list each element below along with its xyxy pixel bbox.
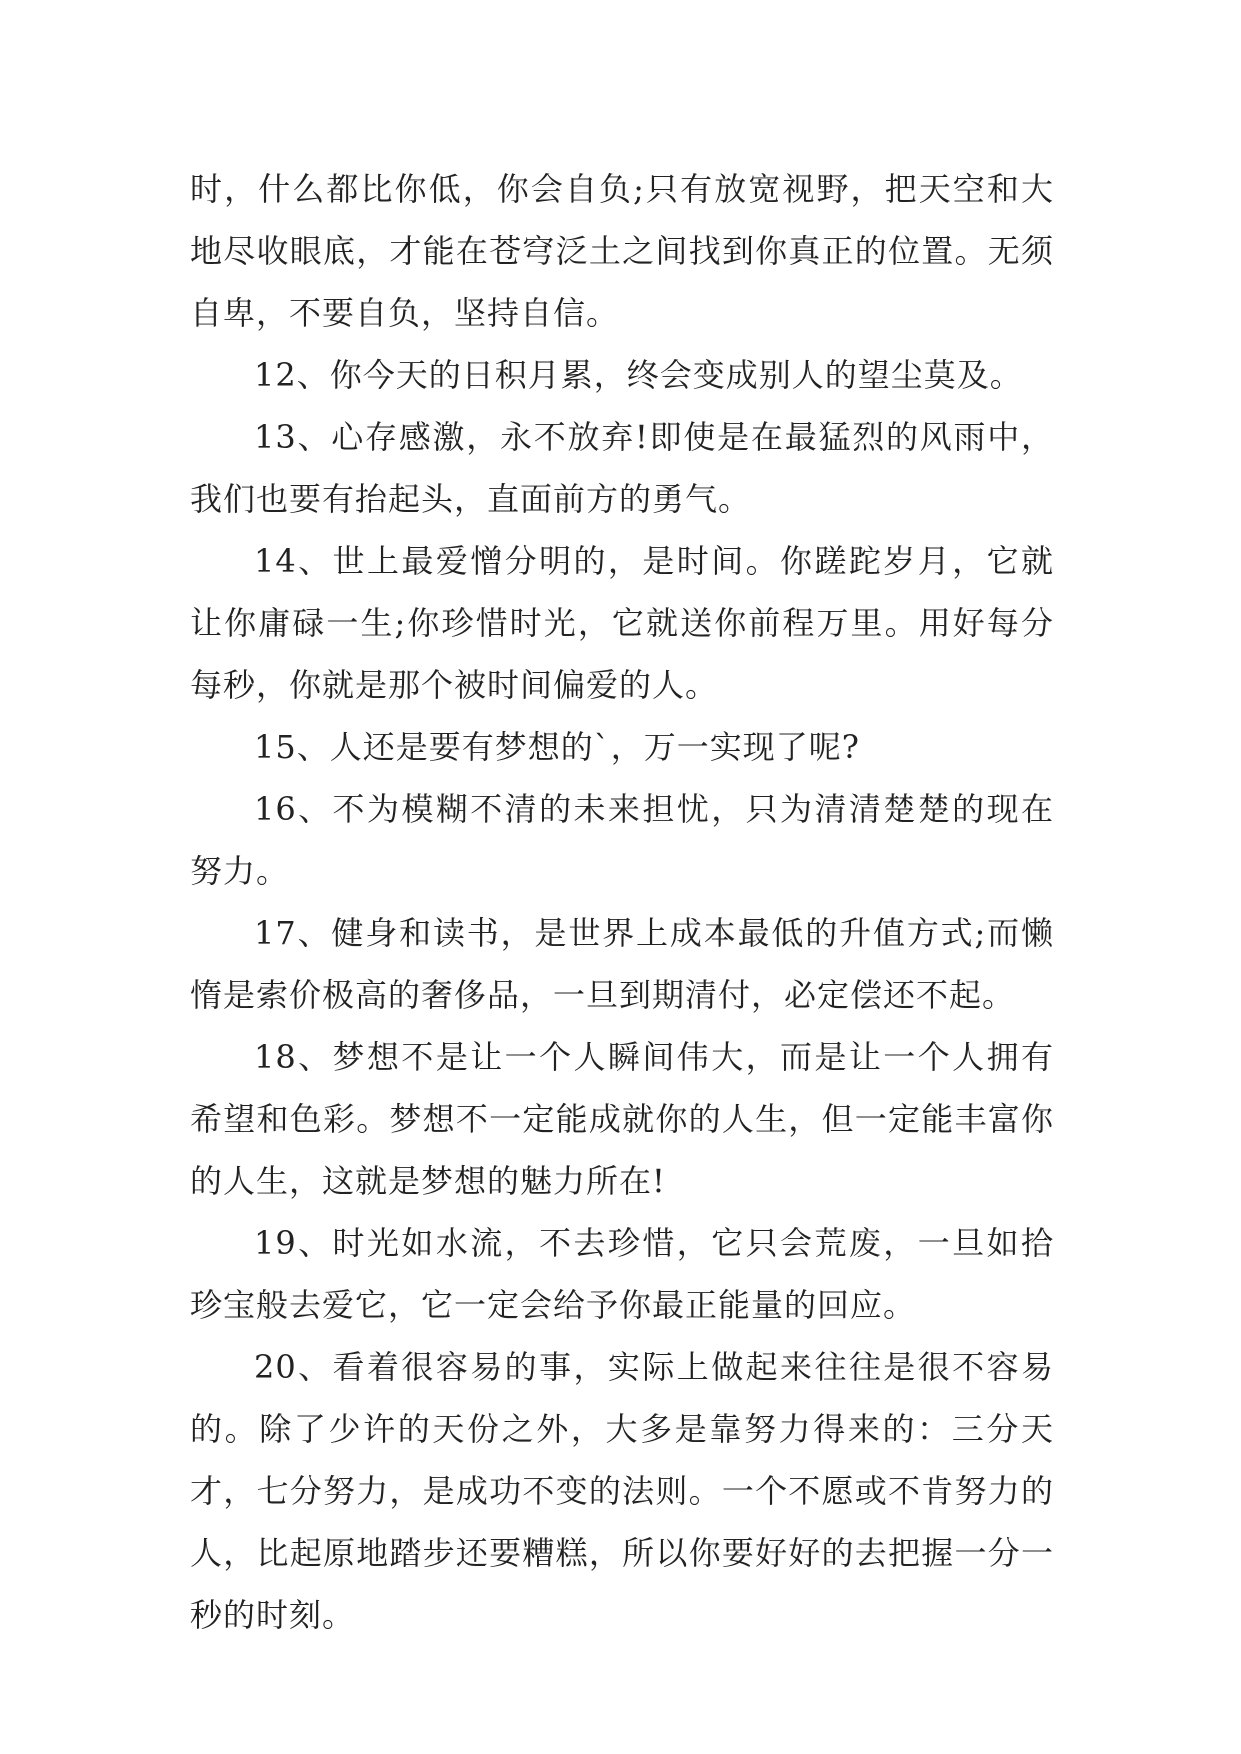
paragraph-continuation: 时，什么都比你低，你会自负;只有放宽视野，把天空和大地尽收眼底，才能在苍穹泛土之间找到你真正的位置。无须自卑，不要自负，坚持自信。 [190, 170, 1054, 332]
paragraph-item-15: 15、人还是要有梦想的`，万一实现了呢? [254, 728, 860, 766]
paragraph-item-17: 17、健身和读书，是世界上成本最低的升值方式;而懒惰是索价极高的奢侈品，一旦到期清付，必定偿还不起。 [190, 914, 1054, 1014]
paragraph-item-13: 13、心存感激，永不放弃!即使是在最猛烈的风雨中，我们也要有抬起头，直面前方的勇气。 [190, 418, 1054, 518]
paragraph-item-20: 20、看着很容易的事，实际上做起来往往是很不容易的。除了少许的天份之外，大多是靠努力得来的：三分天才，七分努力，是成功不变的法则。一个不愿或不肯努力的人，比起原地踏步还要糟糕，所以你要好好的去把握一分一秒的时刻。 [190, 1348, 1054, 1634]
paragraph-item-14: 14、世上最爱憎分明的，是时间。你蹉跎岁月，它就让你庸碌一生;你珍惜时光，它就送你前程万里。用好每分每秒，你就是那个被时间偏爱的人。 [190, 542, 1054, 704]
paragraph-item-19: 19、时光如水流，不去珍惜，它只会荒废，一旦如拾珍宝般去爱它，它一定会给予你最正能量的回应。 [190, 1224, 1054, 1324]
document-body [190, 158, 1054, 1646]
paragraph-item-12: 12、你今天的日积月累，终会变成别人的望尘莫及。 [254, 356, 1023, 394]
paragraph-item-18: 18、梦想不是让一个人瞬间伟大，而是让一个人拥有希望和色彩。梦想不一定能成就你的人生，但一定能丰富你的人生，这就是梦想的魅力所在! [190, 1038, 1054, 1200]
paragraph-item-16: 16、不为模糊不清的未来担忧，只为清清楚楚的现在努力。 [190, 790, 1054, 890]
